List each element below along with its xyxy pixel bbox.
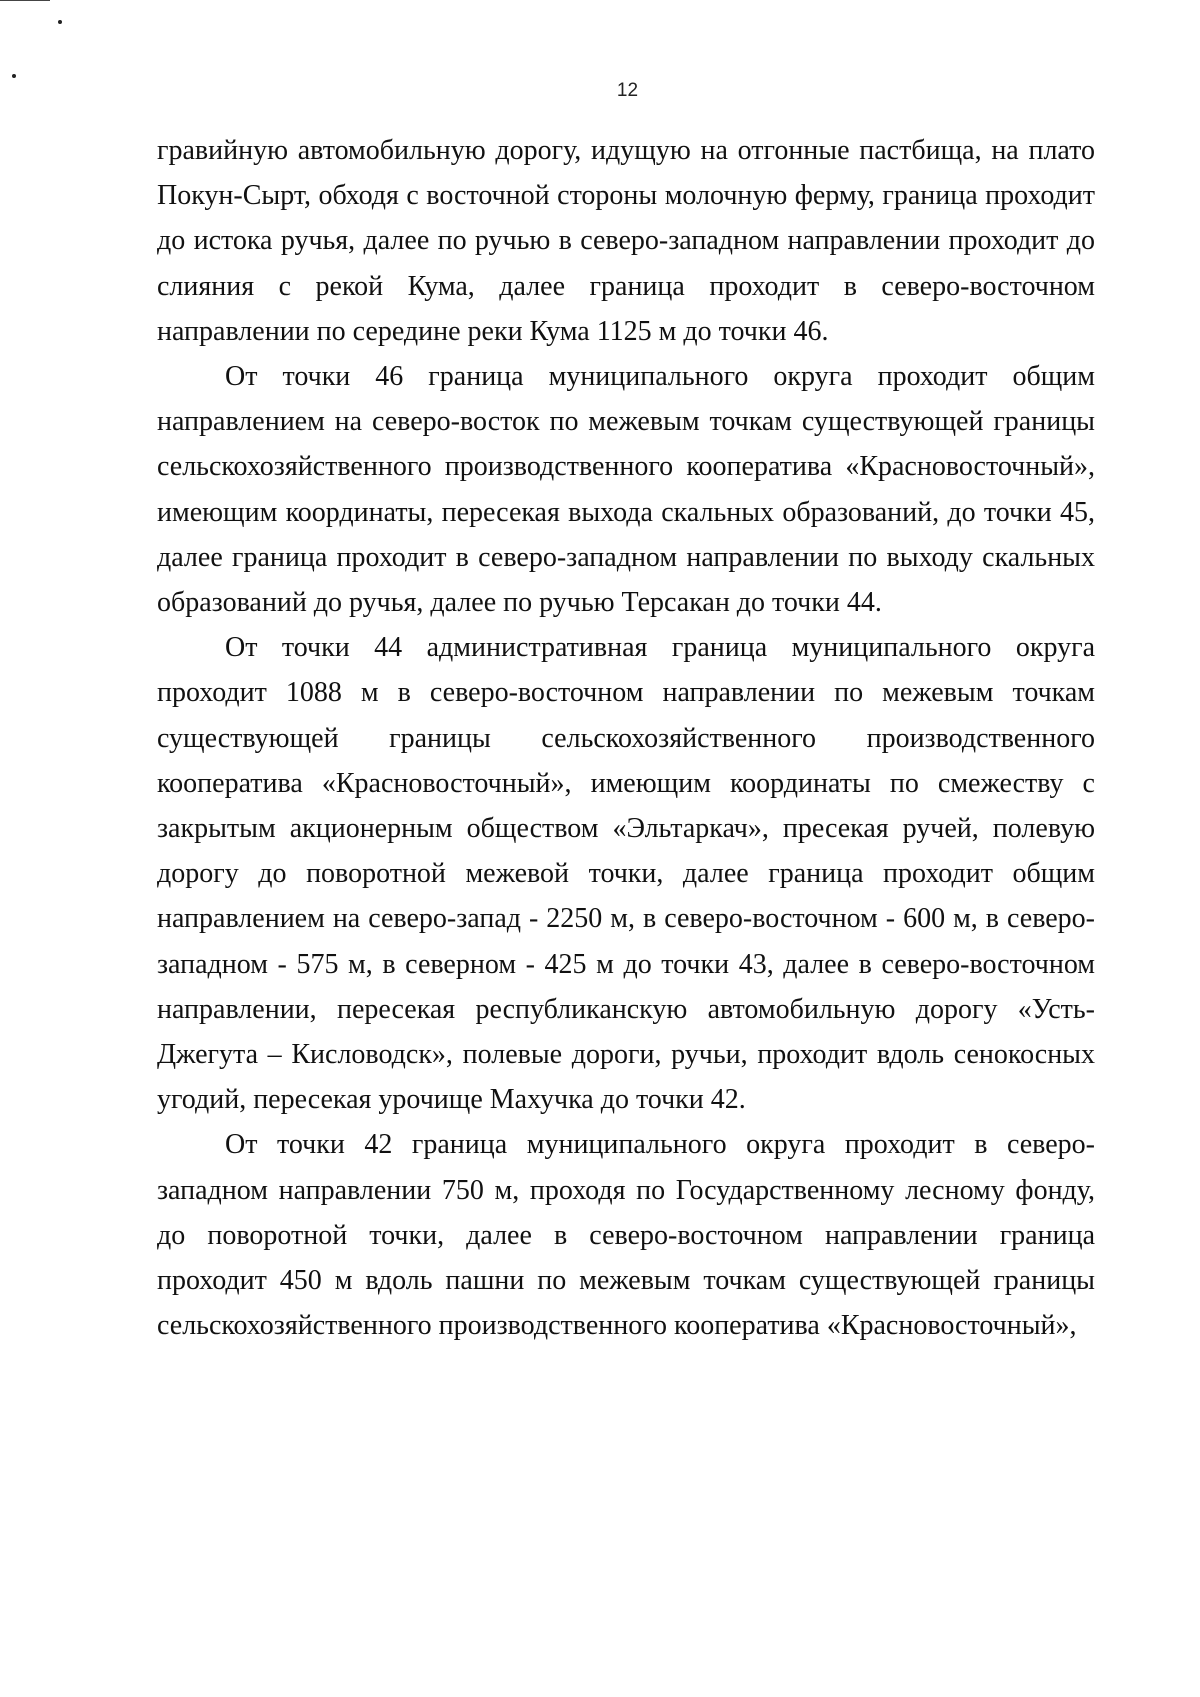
paragraph-point-44: От точки 44 административная граница муниципального округа проходит 1088 м в северо-восточном направлении по межевым точкам существующей границы сельскохозяйственного производственного кооператива «Красновосточный», имеющим координаты по смежеству с закрытым акционерным обществом «Эльтаркач», пресекая ручей, полевую дорогу до поворотной межевой точки, далее граница проходит общим направлением на северо-запад - 2250 м, в северо-восточном - 600 м, в северо-западном - 575 м, в северном - 425 м до точки 43, далее в северо-восточном направлении, пересекая республиканскую автомобильную дорогу «Усть-Джегута – Кисловодск», полевые дороги, ручьи, проходит вдоль сенокосных угодий, пересекая урочище Махучка до точки 42. bbox=[157, 632, 1095, 1116]
paragraph-point-46: От точки 46 граница муниципального округа проходит общим направлением на северо-восток по межевым точкам существующей границы сельскохозяйственного производственного кооператива «Красновосточный», имеющим координаты, пересекая выхода скальных образований, до точки 45, далее граница проходит в северо-западном направлении по выходу скальных образований до ручья, далее по ручью Терсакан до точки 44. bbox=[157, 361, 1095, 619]
paragraph-point-42: От точки 42 граница муниципального округа проходит в северо-западном направлении 750 м, проходя по Государственному лесному фонду, до поворотной точки, далее в северо-восточном направлении граница проходит 450 м вдоль пашни по межевым точкам существующей границы сельскохозяйственного производственного кооператива «Красновосточный», bbox=[157, 1129, 1095, 1342]
scan-speck bbox=[58, 20, 62, 24]
scan-edge-line bbox=[0, 0, 50, 1]
document-body bbox=[157, 128, 1095, 1348]
scan-speck bbox=[12, 74, 16, 78]
page-number: 12 bbox=[616, 80, 639, 101]
paragraph-continuation: гравийную автомобильную дорогу, идущую на отгонные пастбища, на плато Покун-Сырт, обходя с восточной стороны молочную ферму, граница проходит до истока ручья, далее по ручью в северо-западном направлении проходит до слияния с рекой Кума, далее граница проходит в северо-восточном направлении по середине реки Кума 1125 м до точки 46. bbox=[157, 135, 1095, 347]
